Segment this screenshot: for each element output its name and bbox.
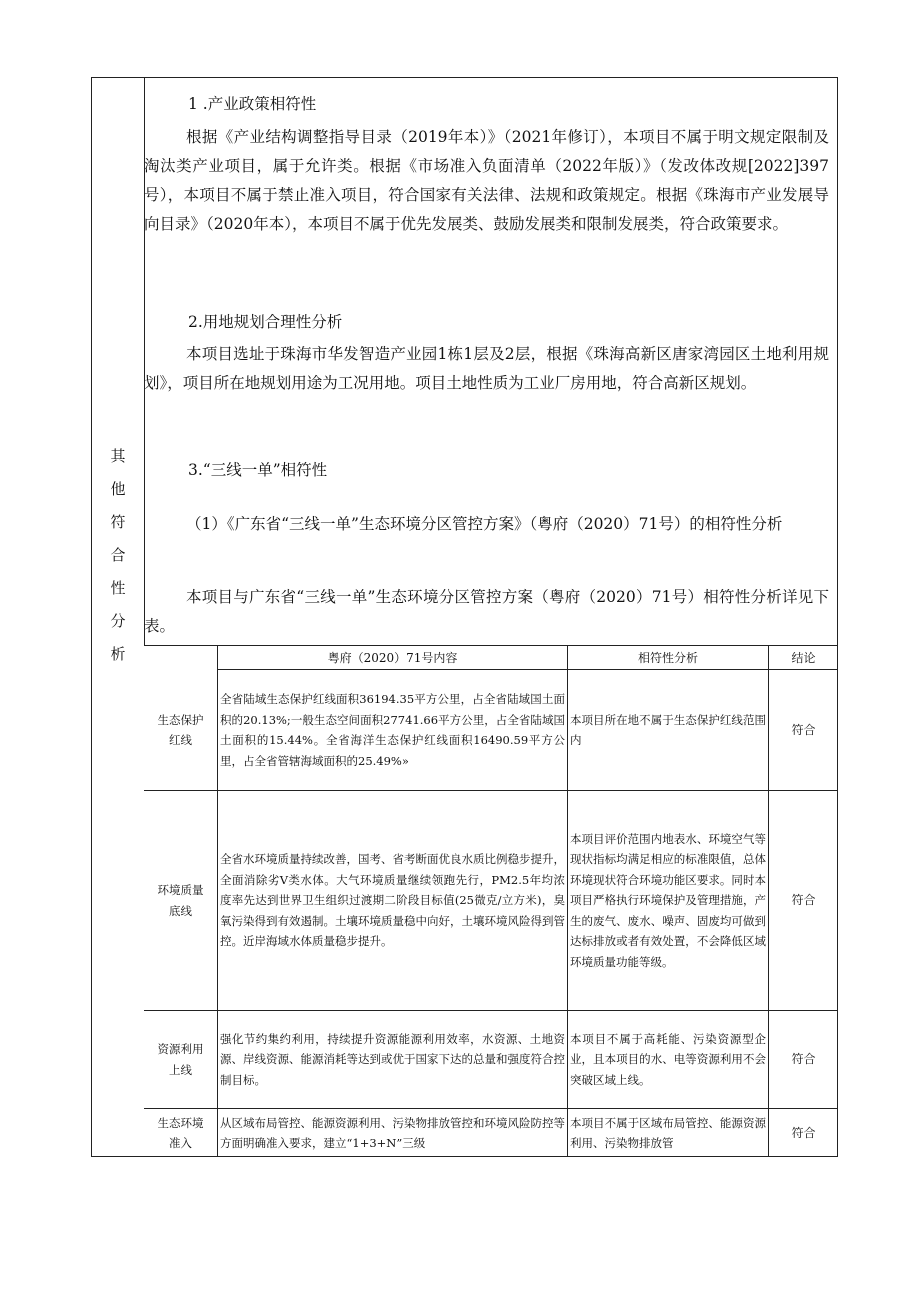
section-3-sub: （1）《广东省“三线一单”生态环境分区管控方案》（粤府（2020）71号）的相符性分析 [186, 515, 783, 533]
side-label-char: 其 [110, 447, 126, 465]
row-analysis [568, 670, 768, 790]
row-category [144, 1011, 217, 1108]
analysis-text: 本项目所在地不属于生态保护红线范围内 [570, 712, 766, 747]
content-text: 从区域布局管控、能源资源利用、污染物排放管控和环境风险防控等方面明确准入要求，建立“1+3+N”三级 [220, 1115, 565, 1150]
document-frame [91, 77, 838, 1157]
category-line: 资源利用 [157, 1042, 204, 1056]
section-3-body: 本项目与广东省“三线一单”生态环境分区管控方案（粤府（2020）71号）相符性分析详见下表。 [144, 588, 829, 635]
row-content [218, 1109, 567, 1157]
row-analysis [568, 791, 768, 1010]
section-1-heading: 1 .产业政策相符性 [188, 95, 317, 113]
content-text: 全省水环境质量持续改善，国考、省考断面优良水质比例稳步提升，全面消除劣V类水体。大气环境质量继续领跑先行，PM2.5年均浓度率先达到世界卫生组织过渡期二阶段目标值(25微克/立方米)，臭氧污染得到有效遏制。土壤环境质量稳中向好，土壤环境风险得到管控。近岸海域水体质量稳步提升。 [220, 852, 565, 949]
header-conclusion: 结论 [791, 650, 816, 665]
side-label-char: 性 [110, 579, 126, 597]
category-line: 准入 [169, 1136, 192, 1150]
section-2-heading: 2.用地规划合理性分析 [188, 313, 343, 331]
row-conclusion: 符合 [791, 722, 816, 737]
side-label-char: 析 [110, 645, 126, 663]
section-1-body: 根据《产业结构调整指导目录（2019年本）》（2021年修订），本项目不属于明文规定限制及淘汰类产业项目，属于允许类。根据《市场准入负面清单（2022年版）》（发改体改规[2022]397号），本项目不属于禁止准入项目，符合国家有关法律、法规和政策规定。根据《珠海市产业发展导向目录》（2020年本），本项目不属于优先发展类、鼓励发展类和限制发展类，符合政策要求。 [144, 128, 829, 233]
row-content [218, 791, 567, 1010]
category-line: 环境质量 [157, 883, 204, 897]
row-analysis [568, 1109, 768, 1157]
table-rule [144, 645, 838, 646]
category-line: 生态保护 [157, 712, 204, 727]
category-line: 红线 [169, 733, 192, 747]
category-line: 上线 [169, 1062, 192, 1077]
section-3-heading: 3.“三线一单”相符性 [188, 461, 328, 479]
category-line: 生态环境 [157, 1115, 204, 1130]
category-line: 底线 [169, 903, 192, 918]
side-label-char: 符 [110, 513, 126, 531]
header-content: 粤府（2020）71号内容 [327, 650, 458, 665]
content-text: 强化节约集约利用，持续提升资源能源利用效率，水资源、土地资源、岸线资源、能源消耗等达到或优于国家下达的总量和强度符合控制目标。 [220, 1031, 565, 1087]
row-category [144, 791, 217, 1010]
row-category [144, 670, 217, 790]
compliance-table [144, 645, 838, 1157]
content-text: 全省陆域生态保护红线面积36194.35平方公里，占全省陆域国土面积的20.13%;一般生态空间面积27741.66平方公里，占全省陆域国土面积的15.44%。全省海洋生态保护红线面积16490.59平方公里，占全省管辖海域面积的25.49%» [220, 692, 565, 768]
header-analysis: 相符性分析 [637, 650, 698, 665]
section-2-body: 本项目选址于珠海市华发智造产业园1栋1层及2层，根据《珠海高新区唐家湾园区土地利用规划》，项目所在地规划用途为工况用地。项目土地性质为工业厂房用地，符合高新区规划。 [144, 345, 829, 392]
side-label-char: 他 [110, 480, 126, 498]
row-conclusion: 符合 [791, 1052, 816, 1067]
side-label-char: 合 [110, 546, 126, 564]
analysis-text: 本项目不属于高耗能、污染资源型企业，且本项目的水、电等资源利用不会突破区域上线。 [570, 1031, 766, 1087]
side-label [92, 440, 144, 671]
row-conclusion: 符合 [791, 1125, 816, 1140]
row-analysis [568, 1011, 768, 1108]
side-label-char: 分 [110, 612, 126, 630]
row-conclusion: 符合 [791, 893, 816, 908]
row-category [144, 1109, 217, 1157]
analysis-text: 本项目评价范围内地表水、环境空气等现状指标均满足相应的标准限值，总体环境现状符合环境功能区要求。同时本项目严格执行环境保护及管理措施，产生的废气、废水、噪声、固废均可做到达标排放或者有效处置，不会降低区域环境质量功能等级。 [570, 831, 766, 969]
row-content [218, 670, 567, 790]
row-content [218, 1011, 567, 1108]
analysis-text: 本项目不属于区域布局管控、能源资源利用、污染物排放管 [570, 1115, 766, 1150]
